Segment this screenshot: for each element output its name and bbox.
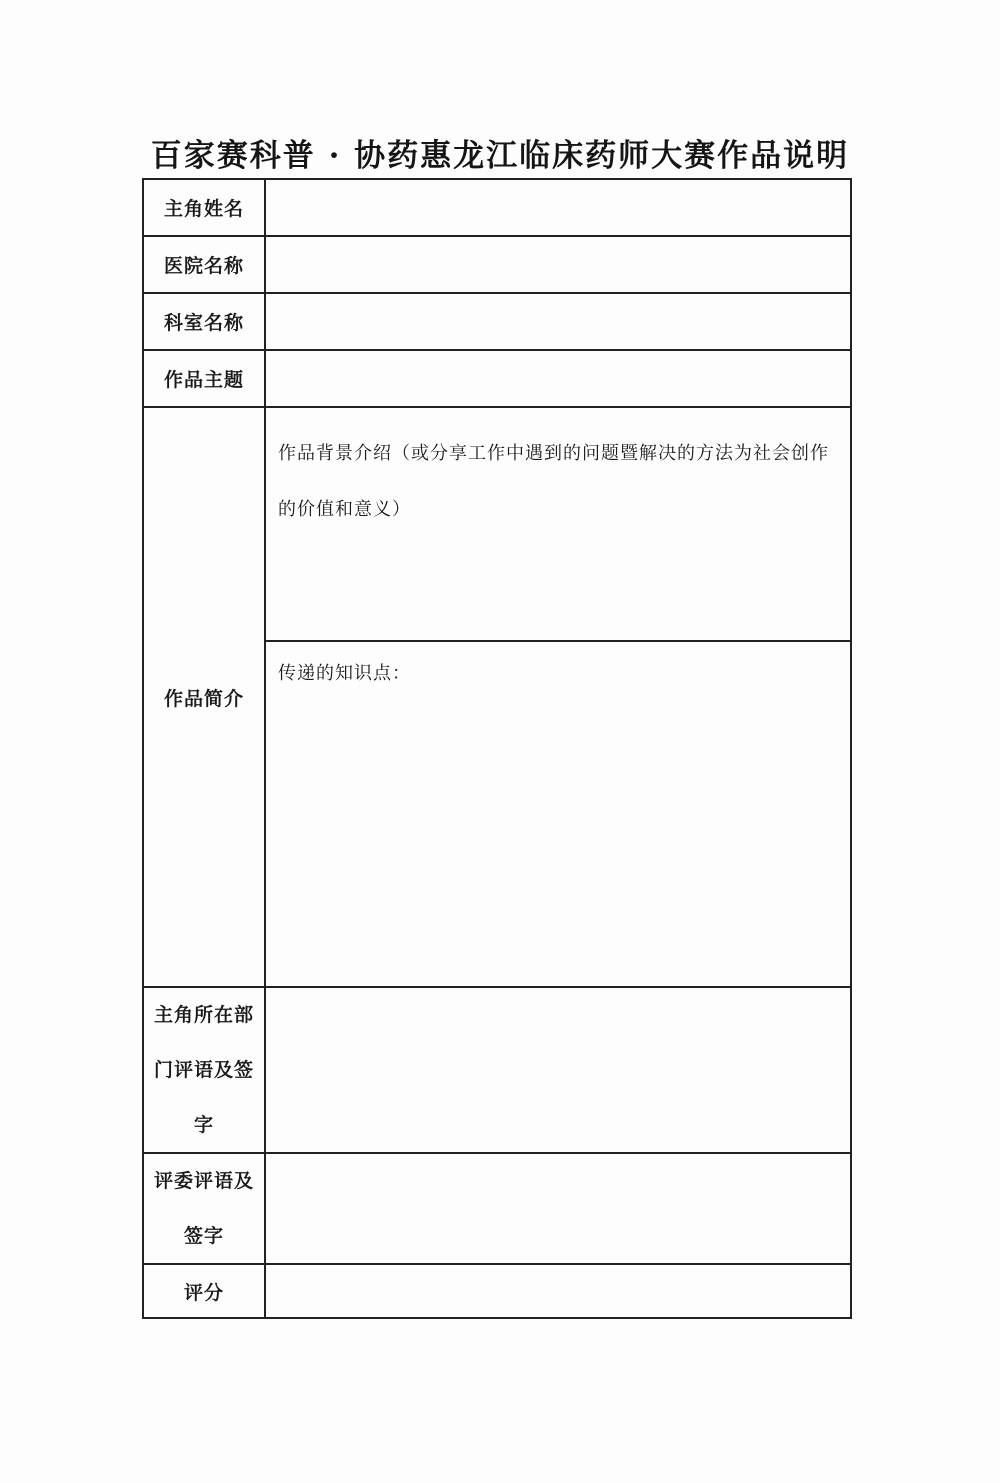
hospital-name-field[interactable] <box>266 237 850 292</box>
row-judge-comment <box>144 1154 850 1265</box>
row-department-comment <box>144 988 850 1154</box>
background-prompt: 作品背景介绍（或分享工作中遇到的问题暨解决的方法为社会创作的价值和意义） <box>278 443 829 520</box>
department-name-label: 科室名称 <box>144 294 266 349</box>
protagonist-name-label: 主角姓名 <box>144 180 266 235</box>
department-comment-field[interactable] <box>266 988 850 1152</box>
knowledge-section[interactable] <box>266 642 850 988</box>
description-form-table <box>142 178 852 1319</box>
score-field[interactable] <box>266 1265 850 1317</box>
row-work-intro <box>144 408 850 988</box>
judge-comment-field[interactable] <box>266 1154 850 1263</box>
work-theme-field[interactable] <box>266 351 850 406</box>
work-intro-cell <box>266 408 850 986</box>
row-department-name <box>144 294 850 351</box>
row-score <box>144 1265 850 1317</box>
background-section[interactable] <box>266 408 850 642</box>
score-label: 评分 <box>144 1265 266 1317</box>
row-hospital-name <box>144 237 850 294</box>
department-name-field[interactable] <box>266 294 850 349</box>
protagonist-name-field[interactable] <box>266 180 850 235</box>
row-work-theme <box>144 351 850 408</box>
judge-comment-label: 评委评语及签字 <box>144 1154 266 1263</box>
hospital-name-label: 医院名称 <box>144 237 266 292</box>
work-theme-label: 作品主题 <box>144 351 266 406</box>
knowledge-prompt: 传递的知识点： <box>278 663 411 684</box>
form-title: 百家赛科普 · 协药惠龙江临床药师大赛作品说明 <box>150 138 850 174</box>
row-protagonist-name <box>144 180 850 237</box>
work-intro-label: 作品简介 <box>144 408 266 986</box>
department-comment-label: 主角所在部门评语及签字 <box>144 988 266 1152</box>
